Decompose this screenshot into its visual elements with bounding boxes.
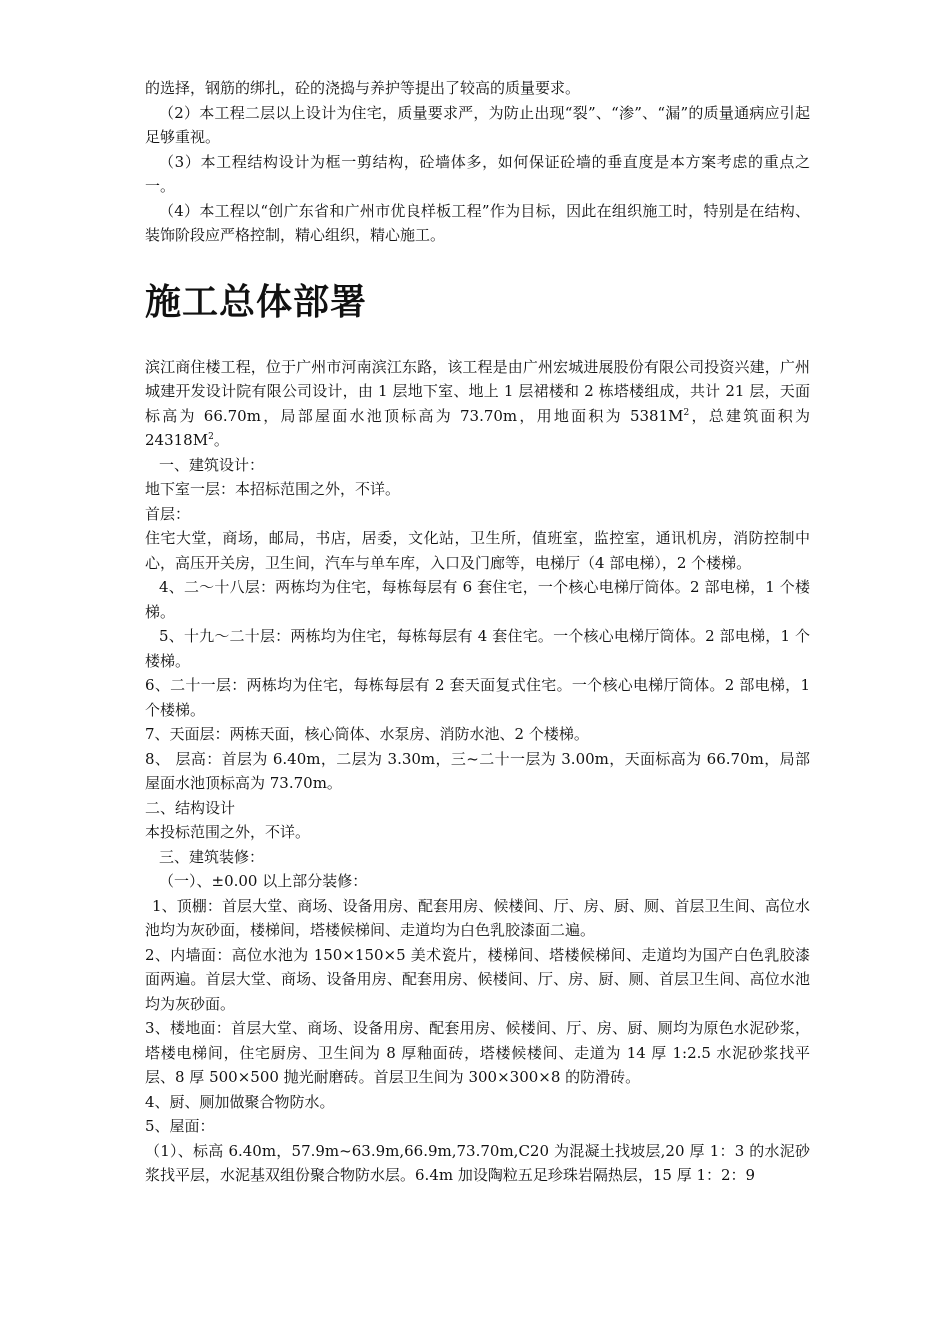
subsection-above-ground: （一）、±0.00 以上部分装修： bbox=[159, 872, 368, 890]
item-roof-level: 7、天面层：两栋天面，核心筒体、水泵房、消防水池、2 个楼梯。 bbox=[145, 725, 589, 743]
overview-text-c: 。 bbox=[213, 431, 229, 449]
section-heading-structure: 二、结构设计 bbox=[145, 798, 236, 817]
intro-paragraph-2: （2）本工程二层以上设计为住宅，质量要求严，为防止出现“裂”、“渗”、“漏”的质量通病应引起足够重视。 bbox=[145, 103, 810, 146]
item-ground-floor-detail: 住宅大堂，商场，邮局，书店，居委，文化站，卫生所，值班室，监控室，通讯机房，消防控制中心，高压开关房，卫生间，汽车与单车库，入口及门廊等，电梯厅（4 部电梯），2 个楼梯。 bbox=[145, 529, 810, 572]
section-heading-architecture: 一、建筑设计： bbox=[159, 455, 265, 474]
intro-paragraph-4: （4）本工程以“创广东省和广州市优良样板工程”作为目标，因此在组织施工时，特别是在结构、装饰阶段应严格控制，精心组织，精心施工。 bbox=[145, 201, 810, 244]
item-roofing-detail: （1）、标高 6.40m，57.9m~63.9m,66.9m,73.70m,C20 为混凝土找坡层,20 厚 1：3 的水泥砂浆找平层，水泥基双组份聚合物防水层。6.4m 加设陶粒五足珍珠岩隔热层，15 厚 1：2：9 bbox=[145, 1141, 810, 1184]
item-floors-2-18: 4、二～十八层：两栋均为住宅，每栋每层有 6 套住宅，一个核心电梯厅筒体。2 部电梯，1 个楼梯。 bbox=[145, 578, 810, 621]
overview-paragraph bbox=[145, 355, 810, 453]
item-floor-finishes: 3、楼地面：首层大堂、商场、设备用房、配套用房、候楼间、厅、房、厨、厕均为原色水泥砂浆，塔楼电梯间，住宅厨房、卫生间为 8 厚釉面砖，塔楼候楼间、走道为 14 厚 1:2.5 水泥砂浆找平层、8 厚 500×500 抛光耐磨砖。首层卫生间为 300×300×8 的防滑砖。 bbox=[145, 1019, 810, 1086]
item-interior-walls: 2、内墙面：高位水池为 150×150×5 美术瓷片，楼梯间、塔楼候梯间、走道均为国产白色乳胶漆面两遍。首层大堂、商场、设备用房、配套用房、候楼间、厅、房、厨、厕、首层卫生间、高位水池均为灰砂面。 bbox=[145, 945, 810, 1013]
item-waterproofing: 4、厨、厕加做聚合物防水。 bbox=[145, 1092, 335, 1111]
item-ground-floor-label: 首层： bbox=[145, 504, 191, 523]
intro-paragraph-1: 的选择，钢筋的绑扎，砼的浇捣与养护等提出了较高的质量要求。 bbox=[145, 79, 581, 97]
overview-text-a: 滨江商住楼工程，位于广州市河南滨江东路，该工程是由广州宏城进展股份有限公司投资兴建，广州城建开发设计院有限公司设计，由 1 层地下室、地上 1 层裙楼和 2 栋塔楼组成，共计 21 层，天面标高为 66.70m，局部屋面水池顶标高为 73.70m，用地面积为 5381M bbox=[145, 357, 810, 425]
item-ceiling: 1、顶棚：首层大堂、商场、设备用房、配套用房、候楼间、厅、房、厨、厕、首层卫生间、高位水池均为灰砂面，楼梯间，塔楼候梯间、走道均为白色乳胶漆面二遍。 bbox=[145, 896, 810, 939]
item-basement: 地下室一层：本招标范围之外，不详。 bbox=[145, 480, 401, 498]
text-column bbox=[145, 76, 810, 1188]
item-floor-21: 6、二十一层：两栋均为住宅，每栋每层有 2 套天面复式住宅。一个核心电梯厅筒体。2 部电梯，1 个楼梯。 bbox=[145, 676, 810, 719]
section-heading-decoration: 三、建筑装修： bbox=[159, 847, 265, 866]
intro-paragraph-3: （3）本工程结构设计为框一剪结构，砼墙体多，如何保证砼墙的垂直度是本方案考虑的重点之一。 bbox=[145, 152, 810, 195]
item-roofing-label: 5、屋面： bbox=[145, 1117, 215, 1135]
overview-text-b: ，总建筑面积为 24318M bbox=[145, 406, 810, 449]
item-floor-heights: 8、 层高：首层为 6.40m，二层为 3.30m，三~二十一层为 3.00m，天面标高为 66.70m，局部屋面水池顶标高为 73.70m。 bbox=[145, 749, 810, 792]
area-superscript-2: 2 bbox=[208, 432, 214, 442]
area-superscript-1: 2 bbox=[683, 407, 690, 418]
section-title: 施工总体部署 bbox=[145, 281, 368, 323]
item-structure-note: 本投标范围之外，不详。 bbox=[145, 823, 311, 841]
item-floors-19-20: 5、十九～二十层：两栋均为住宅，每栋每层有 4 套住宅。一个核心电梯厅筒体。2 部电梯，1 个楼梯。 bbox=[145, 627, 810, 670]
